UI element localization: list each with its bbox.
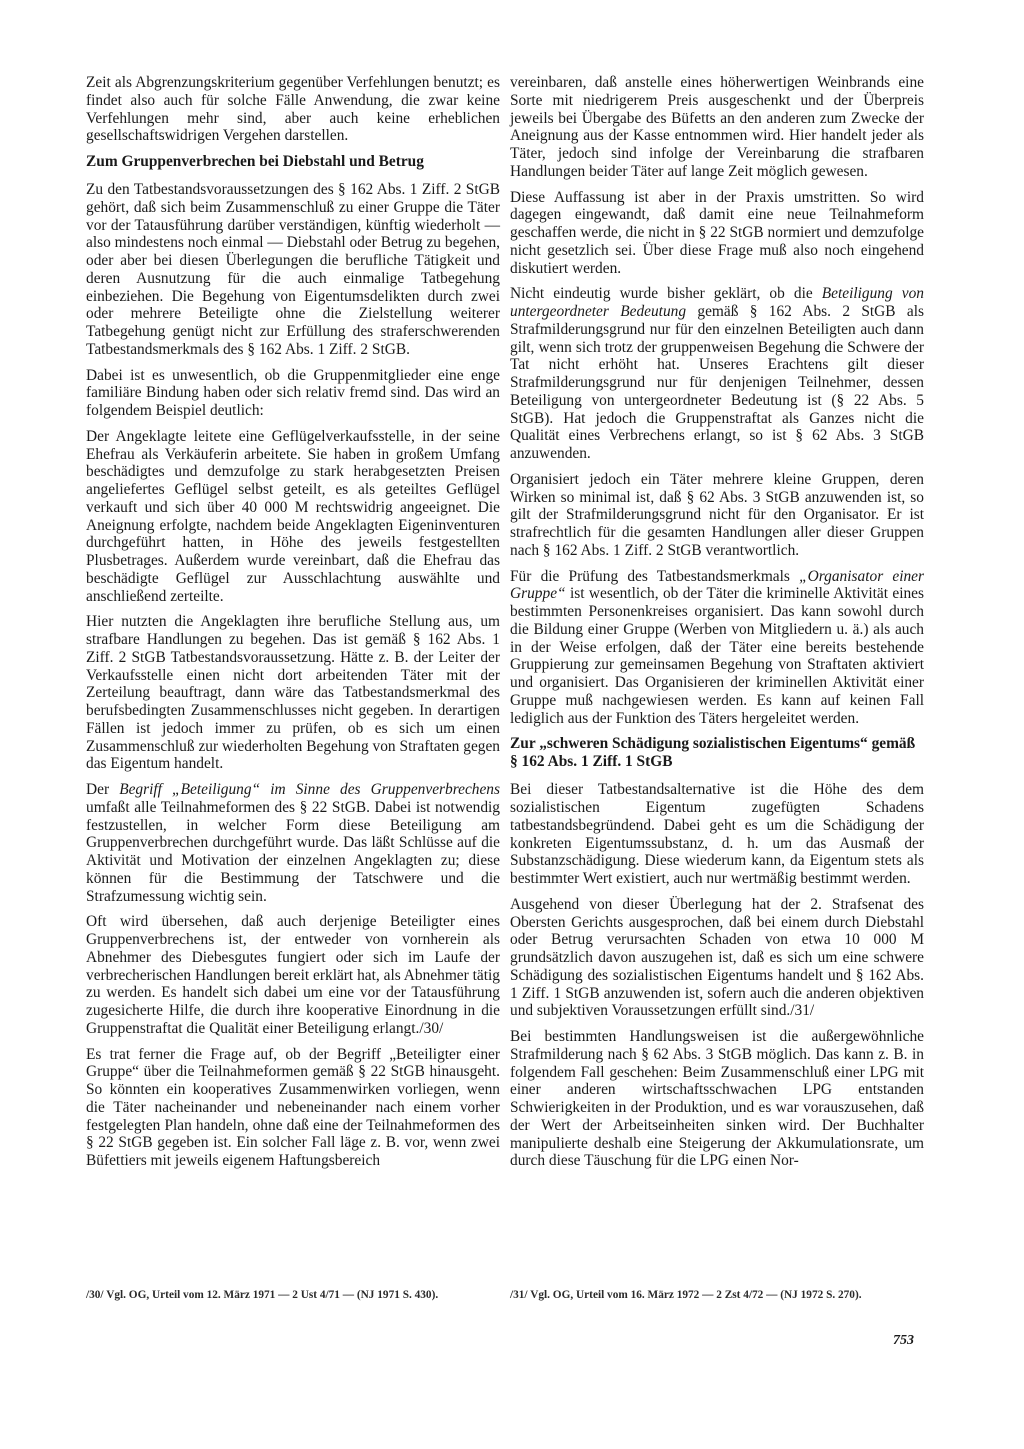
emphasized-term: „Organisator einer Gruppe“ [510, 567, 924, 603]
paragraph: Organisiert jedoch ein Täter mehrere kleine Gruppen, deren Wirken so minimal ist, daß § 62 Abs. 3 StGB anzuwenden ist, so gilt der Strafmilderungsgrund nicht für den Organisator. Er ist strafrechtlich für die gesamten Handlungen aller dieser Gruppen nach § 162 Abs. 1 Ziff. 2 StGB verantwortlich. [510, 470, 924, 559]
paragraph: Bei bestimmten Handlungsweisen ist die außergewöhnliche Strafmilderung nach § 62 Abs. 3 StGB möglich. Das kann z. B. in folgendem Fall geschehen: Beim Zusammenschluß einer LPG mit einer anderen wirtschaftsschwachen LPG entstanden Schwierigkeiten in der Produktion, und es war vorauszusehen, daß der Wert der Arbeitseinheiten sinken wird. Der Buchhalter manipulierte deshalb eine Steigerung der Akkumulationsrate, um durch diese Täuschung für die LPG einen Nor- [510, 1028, 924, 1170]
text-run: Für die Prüfung des Tatbestandsmerkmals [510, 567, 800, 585]
section-heading: Zur „schweren Schädigung sozialistischen Eigentums“ gemäß § 162 Abs. 1 Ziff. 1 StGB [510, 735, 916, 771]
text-run: umfaßt alle Teilnahmeformen des § 22 StGB. Dabei ist notwendig festzustellen, in welcher Form diese Beteiligung am Gruppenverbrechen durchgeführt wurde. Das läßt Schlüsse auf die Aktivität und Motivation der einzelnen Angeklagten zu; diese können für die Bestimmung der Tatschwere und die Strafzumessung wichtig sein. [86, 798, 500, 905]
paragraph [510, 285, 924, 463]
emphasized-term: Begriff „Beteiligung“ im Sinne des Gruppenverbrechens [119, 781, 500, 798]
text-run: Nicht eindeutig wurde bisher geklärt, ob die [510, 285, 822, 303]
emphasized-term: Beteiligung von untergeordneter Bedeutung [510, 285, 924, 320]
paragraph: Zeit als Abgrenzungskriterium gegenüber Verfehlungen benutzt; es findet also auch für solche Fälle Anwendung, die zwar keine Verfehlungen mehr sind, aber auch keine erheblichen gesellschaftswidrigen Vergehen darstellen. [86, 74, 500, 145]
paragraph [510, 568, 924, 728]
paragraph: vereinbaren, daß anstelle eines höherwertigen Weinbrands eine Sorte mit niedrigerem Preis ausgeschenkt und der Überpreis jeweils bei Übergabe des Büfetts an den anderen zum Zwecke der Aneignung aus der Kasse entnommen wird. Hier handelt jeder als Täter, jedoch sind infolge der Vereinbarung die strafbaren Handlungen beider Täter auf lange Zeit möglich gewesen. [510, 74, 924, 180]
section-heading: Zum Gruppenverbrechen bei Diebstahl und Betrug [86, 153, 424, 170]
paragraph: Diese Auffassung ist aber in der Praxis umstritten. So wird dagegen eingewandt, daß damit eine neue Teilnahmeform geschaffen werde, die nicht in § 22 StGB normiert und demzufolge nicht gesetzlich sei. Über diese Frage muß also noch eingehend diskutiert werden. [510, 188, 924, 277]
paragraph: Dabei ist es unwesentlich, ob die Gruppenmitglieder eine enge familiäre Bindung haben oder sich relativ fremd sind. Das wird an folgendem Beispiel deutlich: [86, 366, 500, 419]
paragraph: Zu den Tatbestandsvoraussetzungen des § 162 Abs. 1 Ziff. 2 StGB gehört, daß sich beim Zusammenschluß zu einer Gruppe die Täter vor der Tatausführung darüber verständigen, künftig wiederholt — also mindestens noch einmal — Diebstahl oder Betrug zu begehen, oder aber bei diesen Überlegungen die berufliche Tätigkeit und deren Ausnutzung für die auch einmalige Tatbegehung einbeziehen. Die Begehung von Eigentumsdelikten durch zwei oder mehrere Beteiligte ohne die Zielstellung weiterer Tatbegehung genügt nicht zur Erfüllung des straferschwerenden Tatbestandsmerkmals des § 162 Abs. 1 Ziff. 2 StGB. [86, 181, 500, 358]
text-run: gemäß § 162 Abs. 2 StGB als Strafmilderungsgrund nur für den einzelnen Beteiligten auch dann gilt, wenn sich trotz der gruppenweisen Begehung die Schwere der Tat nicht erhöht hat. Unseres Erachtens gilt dieser Strafmilderungsgrund nur für denjenigen Teilnehmer, dessen Beteiligung von untergeordneter Bedeutung ist (§ 22 Abs. 5 StGB). Hat jedoch die Gruppenstraftat als Ganzes nicht die Qualität eines Verbrechens erlangt, so ist § 62 Abs. 3 StGB anzuwenden. [510, 303, 924, 462]
page-number: 753 [893, 1333, 914, 1348]
paragraph: Oft wird übersehen, daß auch derjenige Beteiligter eines Gruppenverbrechens ist, der entweder von vornherein als Abnehmer des Diebesgutes fungiert oder sich im Laufe der verbrecherischen Handlungen bereit erklärt hat, als Abnehmer tätig zu werden. Es handelt sich dabei um eine vor der Tatausführung zugesicherte Hilfe, die durch ihre kooperative Einordnung in die Gruppenstraftat die Qualität einer Beteiligung erlangt./30/ [86, 913, 500, 1037]
footnote: /31/ Vgl. OG, Urteil vom 16. März 1972 — 2 Zst 4/72 — (NJ 1972 S. 270). [510, 1289, 862, 1301]
paragraph [86, 781, 500, 905]
left-column [86, 74, 500, 1178]
paragraph: Bei dieser Tatbestandsalternative ist die Höhe des dem sozialistischen Eigentum zugefügten Schadens tatbestandsbegründend. Dabei geht es um die Schädigung der konkreten Eigentumssubstanz, d. h. um das Ausmaß der Substanzschädigung. Diese wiederum kann, da Eigentum stets als bestimmter Wert existiert, auch nur wertmäßig bestimmt werden. [510, 781, 924, 887]
paragraph: Ausgehend von dieser Überlegung hat der 2. Strafsenat des Obersten Gerichts ausgesprochen, daß bei einem durch Diebstahl oder Betrug verursachten Schaden von etwa 10 000 M grundsätzlich davon auszugehen ist, daß es sich um eine schwere Schädigung des sozialistischen Eigentums handelt und § 162 Abs. 1 Ziff. 1 StGB anzuwenden ist, sofern auch die anderen objektiven und subjektiven Voraussetzungen erfüllt sind./31/ [510, 895, 924, 1020]
footnote: /30/ Vgl. OG, Urteil vom 12. März 1971 — 2 Ust 4/71 — (NJ 1971 S. 430). [86, 1289, 439, 1301]
text-run: ist wesentlich, ob der Täter die kriminelle Aktivität eines bestimmten Personenkreises organisiert. Das kann sowohl durch die Bildung einer Gruppe (Werben von Mitgliedern u. ä.) als auch in der Weise erfolgen, daß der Täter eine bereits bestehende Gruppierung zur gemeinsamen Begehung von Straftaten aktiviert und organisiert. Das Organisieren der kriminellen Aktivität einer Gruppe muß nachgewiesen werden. Es kann auf keinen Fall lediglich aus der Funktion des Täters hergeleitet werden. [510, 585, 924, 727]
paragraph: Hier nutzten die Angeklagten ihre berufliche Stellung aus, um strafbare Handlungen zu begehen. Das ist gemäß § 162 Abs. 1 Ziff. 2 StGB Tatbestandsvoraussetzung. Hätte z. B. der Leiter der Verkaufsstelle einen nicht dort arbeitenden Täter mit der Zerteilung beauftragt, dann wäre das Tatbestandsmerkmal des berufsbedingten Zusammenschlusses nicht gegeben. In derartigen Fällen ist jedoch immer zu prüfen, ob es sich um einen Zusammenschluß zur wiederholten Begehung von Straftaten gegen das Eigentum handelt. [86, 613, 500, 773]
paragraph: Der Angeklagte leitete eine Geflügelverkaufsstelle, in der seine Ehefrau als Verkäuferin arbeitete. Sie haben in großem Umfang beschädigtes und demzufolge zu stark herabgesetzten Preisen angeliefertes Geflügel selbst geteilt, es als geteiltes Geflügel verkauft und sich über 40 000 M rechtswidrig angeeignet. Die Aneignung erfolgte, nachdem beide Angeklagten Eigeninventuren durchgeführt hatten, in Höhe des jeweils festgestellten Plusbetrages. Außerdem wurde vereinbart, daß die Ehefrau das beschädigte Geflügel zur Ausschlachtung auswählte und anschließend zerteilte. [86, 427, 500, 605]
paragraph: Es trat ferner die Frage auf, ob der Begriff „Beteiligter einer Gruppe“ über die Teilnahmeformen gemäß § 22 StGB hinausgeht. So könnten ein kooperatives Zusammenwirken vorliegen, wenn die Täter nacheinander und nebeneinander nach einem vorher festgelegten Plan handeln, ohne daß eine der Teilnahmeformen des § 22 StGB gegeben ist. Ein solcher Fall läge z. B. vor, wenn zwei Büfettiers mit jeweils eigenem Haftungsbereich [86, 1045, 500, 1169]
text-run: Der [86, 781, 120, 798]
right-column [510, 74, 924, 1178]
